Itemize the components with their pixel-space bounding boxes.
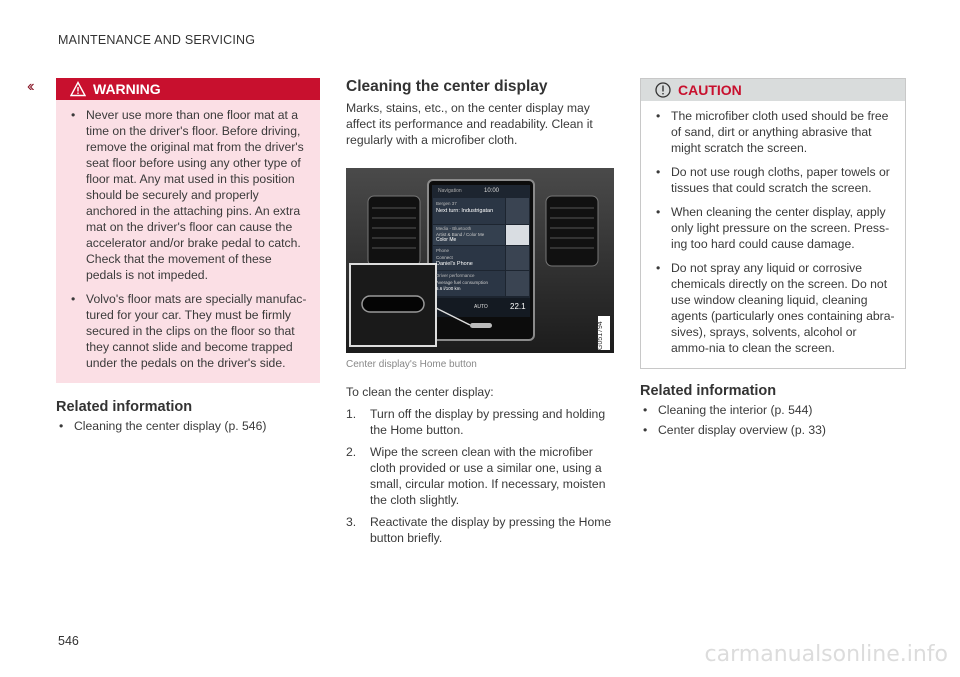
related-info-heading: Related information	[640, 383, 777, 399]
steps-intro: To clean the center display:	[346, 385, 494, 399]
screen-row2-sub: Artist & Band / Color Me	[436, 232, 485, 237]
left-air-vent	[368, 196, 420, 266]
caution-body	[641, 101, 905, 368]
left-column	[56, 78, 320, 438]
screen-row4-small: Driver performance	[436, 273, 475, 278]
caution-title-bar	[641, 79, 905, 101]
related-link[interactable]: • Center display overview (p. 33)	[640, 422, 906, 438]
screen-row3-text[interactable]: Daniel's Phone	[436, 261, 473, 267]
watermark: carmanualsonline.info	[704, 642, 948, 667]
screen-temperature[interactable]: 22.1	[510, 302, 526, 311]
step-item	[346, 406, 614, 438]
caution-box	[640, 78, 906, 369]
previous-page-chevron-icon[interactable]: ‹‹	[27, 78, 32, 95]
step-number: 2.	[346, 445, 357, 459]
related-links	[56, 418, 320, 434]
screen-climate-mode[interactable]: AUTO	[474, 304, 488, 310]
caution-bullet: • Do not spray any liquid or corrosive chemicals directly on the screen. Do not use window cleaning liquid, cleaning agents (particularly ones containing abra-sives), sprays, solvents, alcohol or ammo-nia to clean the screen.	[653, 260, 895, 356]
image-code: G051794	[597, 321, 604, 350]
middle-column	[346, 78, 614, 552]
step-text: Reactivate the display by pressing the Home button briefly.	[370, 515, 612, 545]
image-caption: Center display's Home button	[346, 359, 477, 370]
warning-title-bar	[56, 78, 320, 100]
related-link[interactable]: • Cleaning the center display (p. 546)	[56, 418, 320, 434]
screen-row3-small: Phone	[436, 248, 450, 253]
right-column	[640, 78, 906, 442]
caution-bullet: • Do not use rough cloths, paper towels or tissues that could scratch the screen.	[653, 164, 895, 196]
related-links	[640, 402, 906, 438]
warning-body	[56, 100, 320, 383]
page-number: 546	[58, 634, 79, 648]
warning-title: WARNING	[93, 81, 161, 97]
step-item	[346, 514, 614, 546]
step-number: 3.	[346, 515, 357, 529]
caution-bullet: • When cleaning the center display, apply only light pressure on the screen. Press-ing too hard could cause damage.	[653, 204, 895, 252]
screen-row1-text[interactable]: Next turn: Industrigatan	[436, 208, 494, 214]
intro-paragraph: Marks, stains, etc., on the center display may affect its performance and readability. Clean it regularly with a microfiber cloth.	[346, 101, 593, 147]
step-number: 1.	[346, 407, 357, 421]
related-info-heading: Related information	[56, 399, 193, 415]
caution-exclamation-icon	[655, 82, 671, 98]
screen-row1-sub: Bergen 37	[436, 201, 457, 206]
warning-bullet: • Volvo's floor mats are specially manufac-tured for your car. They must be firmly secured in the clips on the floor so that they cannot slide and become trapped under the pedals on the driver's side.	[68, 291, 310, 371]
warning-box	[56, 78, 320, 383]
warning-triangle-icon	[70, 81, 86, 97]
screen-row2-small: Media - Bluetooth	[436, 226, 472, 231]
running-header: MAINTENANCE AND SERVICING	[58, 33, 256, 47]
screen-row4-sub: Average fuel consumption	[436, 280, 488, 285]
cleaning-steps	[346, 406, 614, 546]
screen-time: 10:00	[484, 188, 500, 194]
warning-bullet: • Never use more than one floor mat at a time on the driver's floor. Before driving, remove the original mat from the driver's seat floor before using any other type of floor mat. Any mat used in this position should be securely and properly anchored in the attaching pins. An extra mat on the driver's floor can cause the accelerator and/or brake pedal to catch. Check that the movement of these pedals is not impeded.	[68, 107, 310, 283]
center-display-photo	[346, 168, 614, 353]
step-text: Wipe the screen clean with the microfiber cloth provided or use a similar one, using a small, circular motion. If necessary, moisten the cloth slightly.	[370, 445, 606, 507]
screen-row1-small: Navigation	[438, 188, 462, 194]
screen-row3-sub: Connect	[436, 255, 453, 260]
section-title: Cleaning the center display	[346, 78, 548, 95]
caution-title: CAUTION	[678, 82, 742, 98]
screen-row4-text[interactable]: 6.6 l/100 km	[436, 286, 461, 291]
related-link[interactable]: • Cleaning the interior (p. 544)	[640, 402, 906, 418]
caution-bullet: • The microfiber cloth used should be free of sand, dirt or anything abrasive that might scratch the screen.	[653, 108, 895, 156]
screen-row2-text[interactable]: Color Me	[436, 237, 457, 243]
step-item	[346, 444, 614, 508]
step-text: Turn off the display by pressing and holding the Home button.	[370, 407, 606, 437]
